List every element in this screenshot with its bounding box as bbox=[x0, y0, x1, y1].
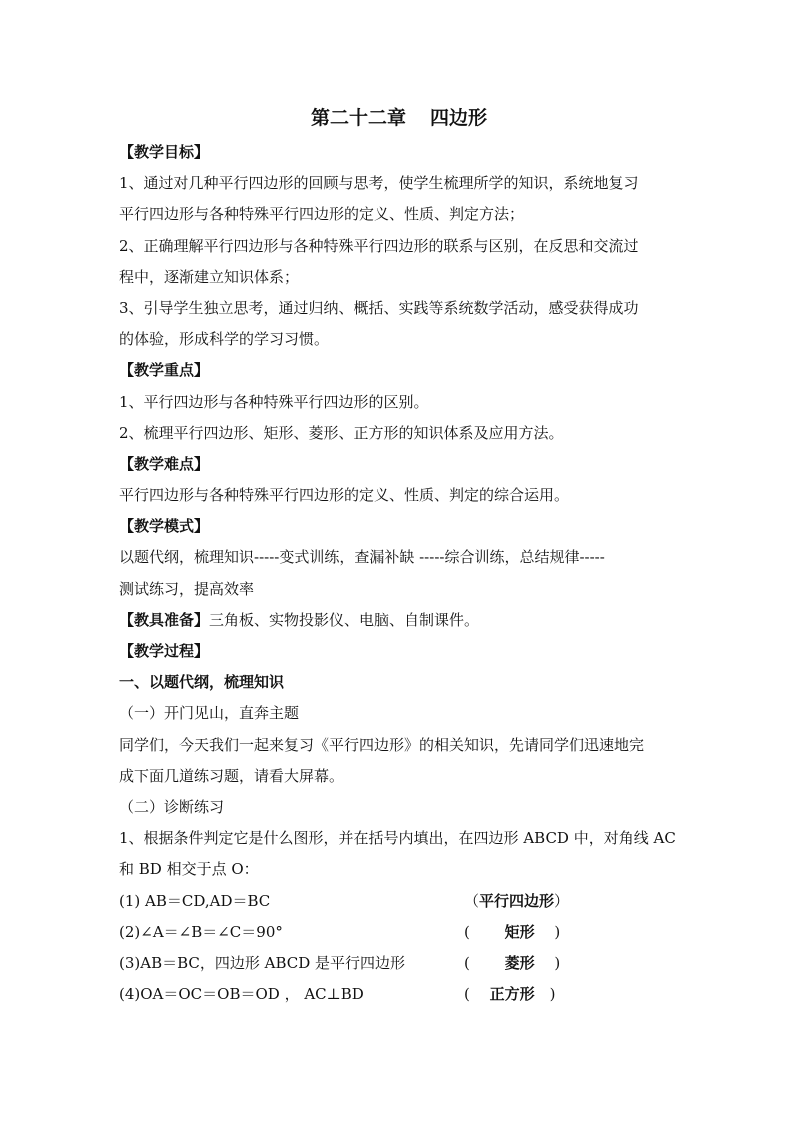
answer-open-paren: （ bbox=[464, 891, 480, 910]
key-point-2: 2、梳理平行四边形、矩形、菱形、正方形的知识体系及应用方法。 bbox=[119, 423, 564, 442]
condition-row-2 bbox=[119, 917, 679, 948]
condition-text: (1) AB＝CD,AD＝BC bbox=[119, 891, 271, 910]
subsection-1-text-line-2: 成下面几道练习题，请看大屏幕。 bbox=[119, 766, 345, 785]
condition-text: (2)∠A＝∠B＝∠C＝90° bbox=[119, 922, 283, 941]
mode-line-2: 测试练习，提高效率 bbox=[119, 579, 255, 598]
answer-close-paren: ） bbox=[554, 891, 570, 910]
mode-line-1: 以题代纲，梳理知识-----变式训练，查漏补缺 -----综合训练，总结规律----- bbox=[119, 548, 605, 567]
tools-line bbox=[119, 605, 679, 636]
key-points-heading: 【教学重点】 bbox=[119, 361, 210, 380]
tools-heading: 【教具准备】 bbox=[119, 610, 210, 629]
chapter-number: 第二十二章 bbox=[310, 107, 406, 129]
answer-open-paren: ( bbox=[464, 922, 505, 941]
answer-value: 矩形 bbox=[504, 922, 535, 941]
answer-slot bbox=[464, 948, 560, 979]
objectives-heading: 【教学目标】 bbox=[119, 143, 210, 161]
subsection-2-heading: （二）诊断练习 bbox=[119, 797, 225, 816]
page-title bbox=[119, 100, 679, 136]
mode-heading: 【教学模式】 bbox=[119, 517, 210, 536]
objective-1-line-1: 1、通过对几种平行四边形的回顾与思考，使学生梳理所学的知识，系统地复习 bbox=[119, 174, 639, 193]
question-1-line-2: 和 BD 相交于点 O： bbox=[119, 860, 259, 879]
objective-3-line-1: 3、引导学生独立思考，通过归纳、概括、实践等系统数学活动，感受获得成功 bbox=[119, 298, 639, 317]
objective-1-line-2: 平行四边形与各种特殊平行四边形的定义、性质、判定方法； bbox=[119, 205, 525, 224]
subsection-1-heading: （一）开门见山，直奔主题 bbox=[119, 704, 300, 723]
answer-value: 菱形 bbox=[504, 953, 535, 972]
answer-open-paren: ( bbox=[464, 953, 505, 972]
chapter-topic: 四边形 bbox=[430, 107, 488, 129]
key-point-1: 1、平行四边形与各种特殊平行四边形的区别。 bbox=[119, 392, 429, 411]
difficulty-heading: 【教学难点】 bbox=[119, 454, 210, 473]
question-1-line-1: 1、根据条件判定它是什么图形，并在括号内填出，在四边形 ABCD 中，对角线 AC bbox=[119, 829, 676, 848]
answer-close-paren: ) bbox=[534, 922, 561, 941]
answer-value: 平行四边形 bbox=[479, 891, 555, 910]
objective-2-line-1: 2、正确理解平行四边形与各种特殊平行四边形的联系与区别，在反思和交流过 bbox=[119, 236, 639, 255]
answer-close-paren: ) bbox=[534, 953, 561, 972]
objective-3-line-2: 的体验，形成科学的学习习惯。 bbox=[119, 330, 330, 349]
objective-2-line-2: 程中，逐渐建立知识体系； bbox=[119, 267, 300, 286]
condition-text: (4)OA＝OC＝OB＝OD ， AC⊥BD bbox=[119, 985, 364, 1004]
answer-open-paren: ( bbox=[464, 985, 490, 1004]
condition-text: (3)AB＝BC，四边形 ABCD 是平行四边形 bbox=[119, 953, 406, 972]
subsection-1-text-line-1: 同学们，今天我们一起来复习《平行四边形》的相关知识，先请同学们迅速地完 bbox=[119, 735, 645, 754]
difficulty-text: 平行四边形与各种特殊平行四边形的定义、性质、判定的综合运用。 bbox=[119, 486, 570, 505]
answer-slot bbox=[464, 917, 560, 948]
part-1-heading: 一、以题代纲，梳理知识 bbox=[119, 673, 285, 692]
answer-close-paren: ) bbox=[534, 985, 556, 1004]
condition-row-1 bbox=[119, 886, 679, 917]
process-heading: 【教学过程】 bbox=[119, 642, 210, 660]
answer-value: 正方形 bbox=[489, 985, 535, 1004]
answer-slot bbox=[464, 886, 569, 917]
condition-row-3 bbox=[119, 948, 679, 979]
tools-text: 三角板、实物投影仪、电脑、自制课件。 bbox=[209, 610, 480, 629]
document-page bbox=[119, 100, 679, 1010]
answer-slot bbox=[464, 979, 556, 1010]
condition-row-4 bbox=[119, 979, 679, 1010]
